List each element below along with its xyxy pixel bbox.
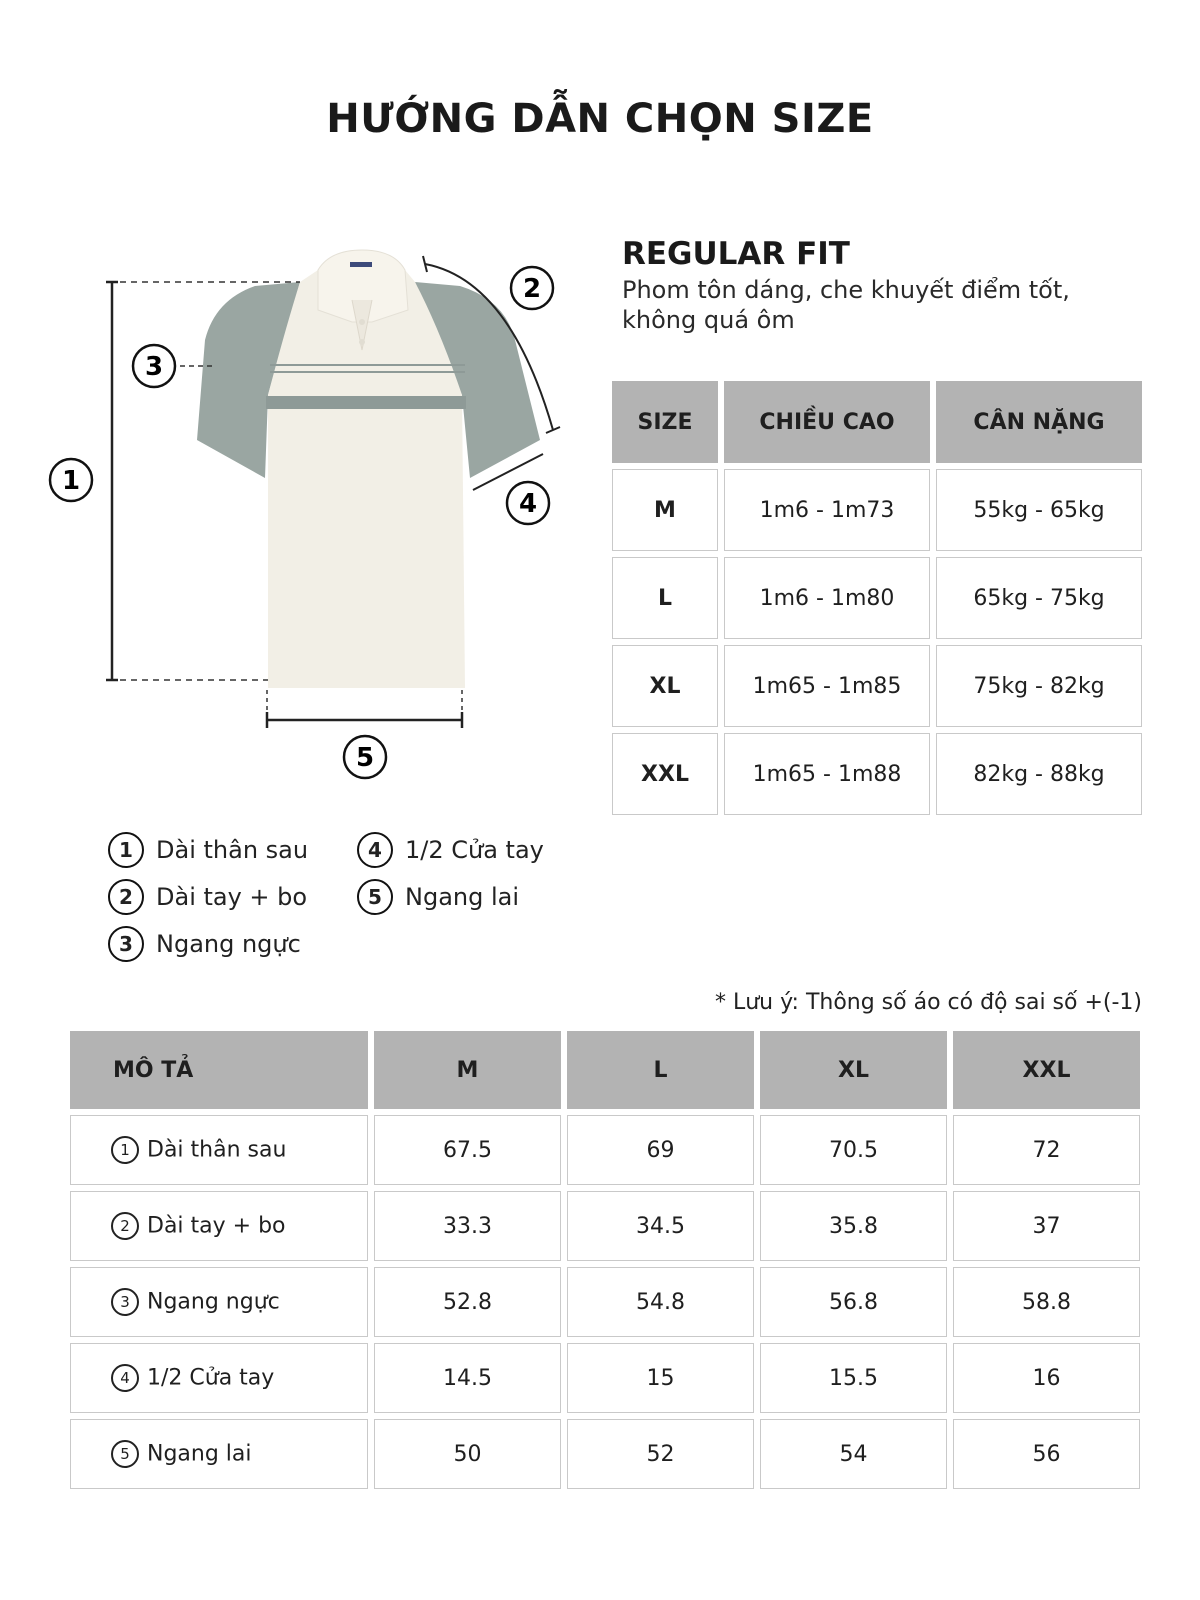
- height-range: 1m6 - 1m73: [724, 469, 930, 551]
- table-row: [612, 469, 1142, 551]
- measurement-value: 52.8: [374, 1267, 561, 1337]
- measurement-value: 52: [567, 1419, 754, 1489]
- measurement-value: 14.5: [374, 1343, 561, 1413]
- header-height: CHIỀU CAO: [724, 381, 930, 463]
- svg-text:3: 3: [144, 352, 164, 382]
- measurement-value: 69: [567, 1115, 754, 1185]
- header-size-xl: XL: [760, 1031, 947, 1109]
- measurement-description: [70, 1419, 368, 1489]
- marker-4: [507, 482, 549, 524]
- legend-label: Ngang ngực: [156, 930, 301, 958]
- measurement-value: 72: [953, 1115, 1140, 1185]
- size-label: L: [612, 557, 718, 639]
- size-recommendation-table: [606, 375, 1148, 821]
- measurement-number: 3: [111, 1288, 139, 1316]
- height-range: 1m6 - 1m80: [724, 557, 930, 639]
- legend-item: [108, 926, 301, 962]
- svg-text:4: 4: [518, 489, 538, 519]
- shirt-body: [268, 270, 465, 688]
- height-range: 1m65 - 1m88: [724, 733, 930, 815]
- measurement-number: 5: [111, 1440, 139, 1468]
- table-row: [70, 1343, 1140, 1413]
- measurement-label: Dài thân sau: [147, 1137, 287, 1163]
- weight-range: 75kg - 82kg: [936, 645, 1142, 727]
- header-weight: CÂN NẶNG: [936, 381, 1142, 463]
- table-row: [70, 1115, 1140, 1185]
- size-label: XL: [612, 645, 718, 727]
- measurement-label: 1/2 Cửa tay: [147, 1365, 275, 1391]
- size-label: M: [612, 469, 718, 551]
- measurement-label: Ngang lai: [147, 1441, 252, 1467]
- svg-text:5: 5: [355, 743, 375, 773]
- measurement-label: Ngang ngực: [147, 1289, 280, 1315]
- header-size-xxl: XXL: [953, 1031, 1140, 1109]
- measurement-number: 1: [111, 1136, 139, 1164]
- measurement-value: 50: [374, 1419, 561, 1489]
- tolerance-note: * Lưu ý: Thông số áo có độ sai số +(-1): [714, 990, 1142, 1015]
- header-size-l: L: [567, 1031, 754, 1109]
- table-row: [612, 733, 1142, 815]
- measurement-value: 33.3: [374, 1191, 561, 1261]
- size-label: XXL: [612, 733, 718, 815]
- height-range: 1m65 - 1m85: [724, 645, 930, 727]
- measurement-value: 56.8: [760, 1267, 947, 1337]
- marker-3: [133, 345, 175, 387]
- weight-range: 82kg - 88kg: [936, 733, 1142, 815]
- svg-text:1: 1: [61, 466, 81, 496]
- measurement-value: 54.8: [567, 1267, 754, 1337]
- table-header-row: [70, 1031, 1140, 1109]
- marker-5: [344, 736, 386, 778]
- shirt-measurement-diagram: [0, 230, 600, 790]
- fit-title: REGULAR FIT: [622, 236, 850, 272]
- chest-stripe-wide: [266, 396, 466, 409]
- legend-number: 4: [357, 832, 393, 868]
- measurement-number: 4: [111, 1364, 139, 1392]
- measurement-value: 35.8: [760, 1191, 947, 1261]
- header-size: SIZE: [612, 381, 718, 463]
- legend-number: 1: [108, 832, 144, 868]
- legend-item: [357, 879, 519, 915]
- measurement-value: 54: [760, 1419, 947, 1489]
- measurement-value: 16: [953, 1343, 1140, 1413]
- measurement-description: [70, 1115, 368, 1185]
- weight-range: 55kg - 65kg: [936, 469, 1142, 551]
- legend-item: [357, 832, 544, 868]
- header-size-m: M: [374, 1031, 561, 1109]
- svg-text:2: 2: [522, 274, 542, 304]
- size-spec-table: [64, 1025, 1146, 1495]
- legend-label: Dài thân sau: [156, 836, 309, 864]
- measurement-value: 67.5: [374, 1115, 561, 1185]
- table-row: [70, 1267, 1140, 1337]
- measurement-value: 15.5: [760, 1343, 947, 1413]
- legend-label: Ngang lai: [405, 883, 520, 911]
- measurement-description: [70, 1267, 368, 1337]
- measurement-value: 37: [953, 1191, 1140, 1261]
- header-description: MÔ TẢ: [70, 1031, 368, 1109]
- legend-number: 5: [357, 879, 393, 915]
- legend-item: [108, 879, 307, 915]
- measurement-value: 15: [567, 1343, 754, 1413]
- marker-1: [50, 459, 92, 501]
- measurement-label: Dài tay + bo: [147, 1213, 286, 1239]
- measurement-value: 34.5: [567, 1191, 754, 1261]
- measurement-description: [70, 1191, 368, 1261]
- marker-2: [511, 267, 553, 309]
- page-title: HƯỚNG DẪN CHỌN SIZE: [326, 96, 874, 142]
- legend-item: [108, 832, 308, 868]
- measurement-number: 2: [111, 1212, 139, 1240]
- table-row: [612, 557, 1142, 639]
- legend-label: 1/2 Cửa tay: [405, 836, 544, 864]
- legend-number: 3: [108, 926, 144, 962]
- table-row: [70, 1191, 1140, 1261]
- measurement-description: [70, 1343, 368, 1413]
- measurement-value: 58.8: [953, 1267, 1140, 1337]
- table-row: [70, 1419, 1140, 1489]
- table-header-row: [612, 381, 1142, 463]
- measurement-value: 56: [953, 1419, 1140, 1489]
- polo-shirt-icon: [197, 250, 540, 688]
- legend-label: Dài tay + bo: [156, 883, 308, 911]
- measurement-value: 70.5: [760, 1115, 947, 1185]
- fit-description: Phom tôn dáng, che khuyết điểm tốt, không quá ôm: [622, 276, 1070, 334]
- weight-range: 65kg - 75kg: [936, 557, 1142, 639]
- chest-stripe-thin: [270, 364, 465, 366]
- table-row: [612, 645, 1142, 727]
- legend-number: 2: [108, 879, 144, 915]
